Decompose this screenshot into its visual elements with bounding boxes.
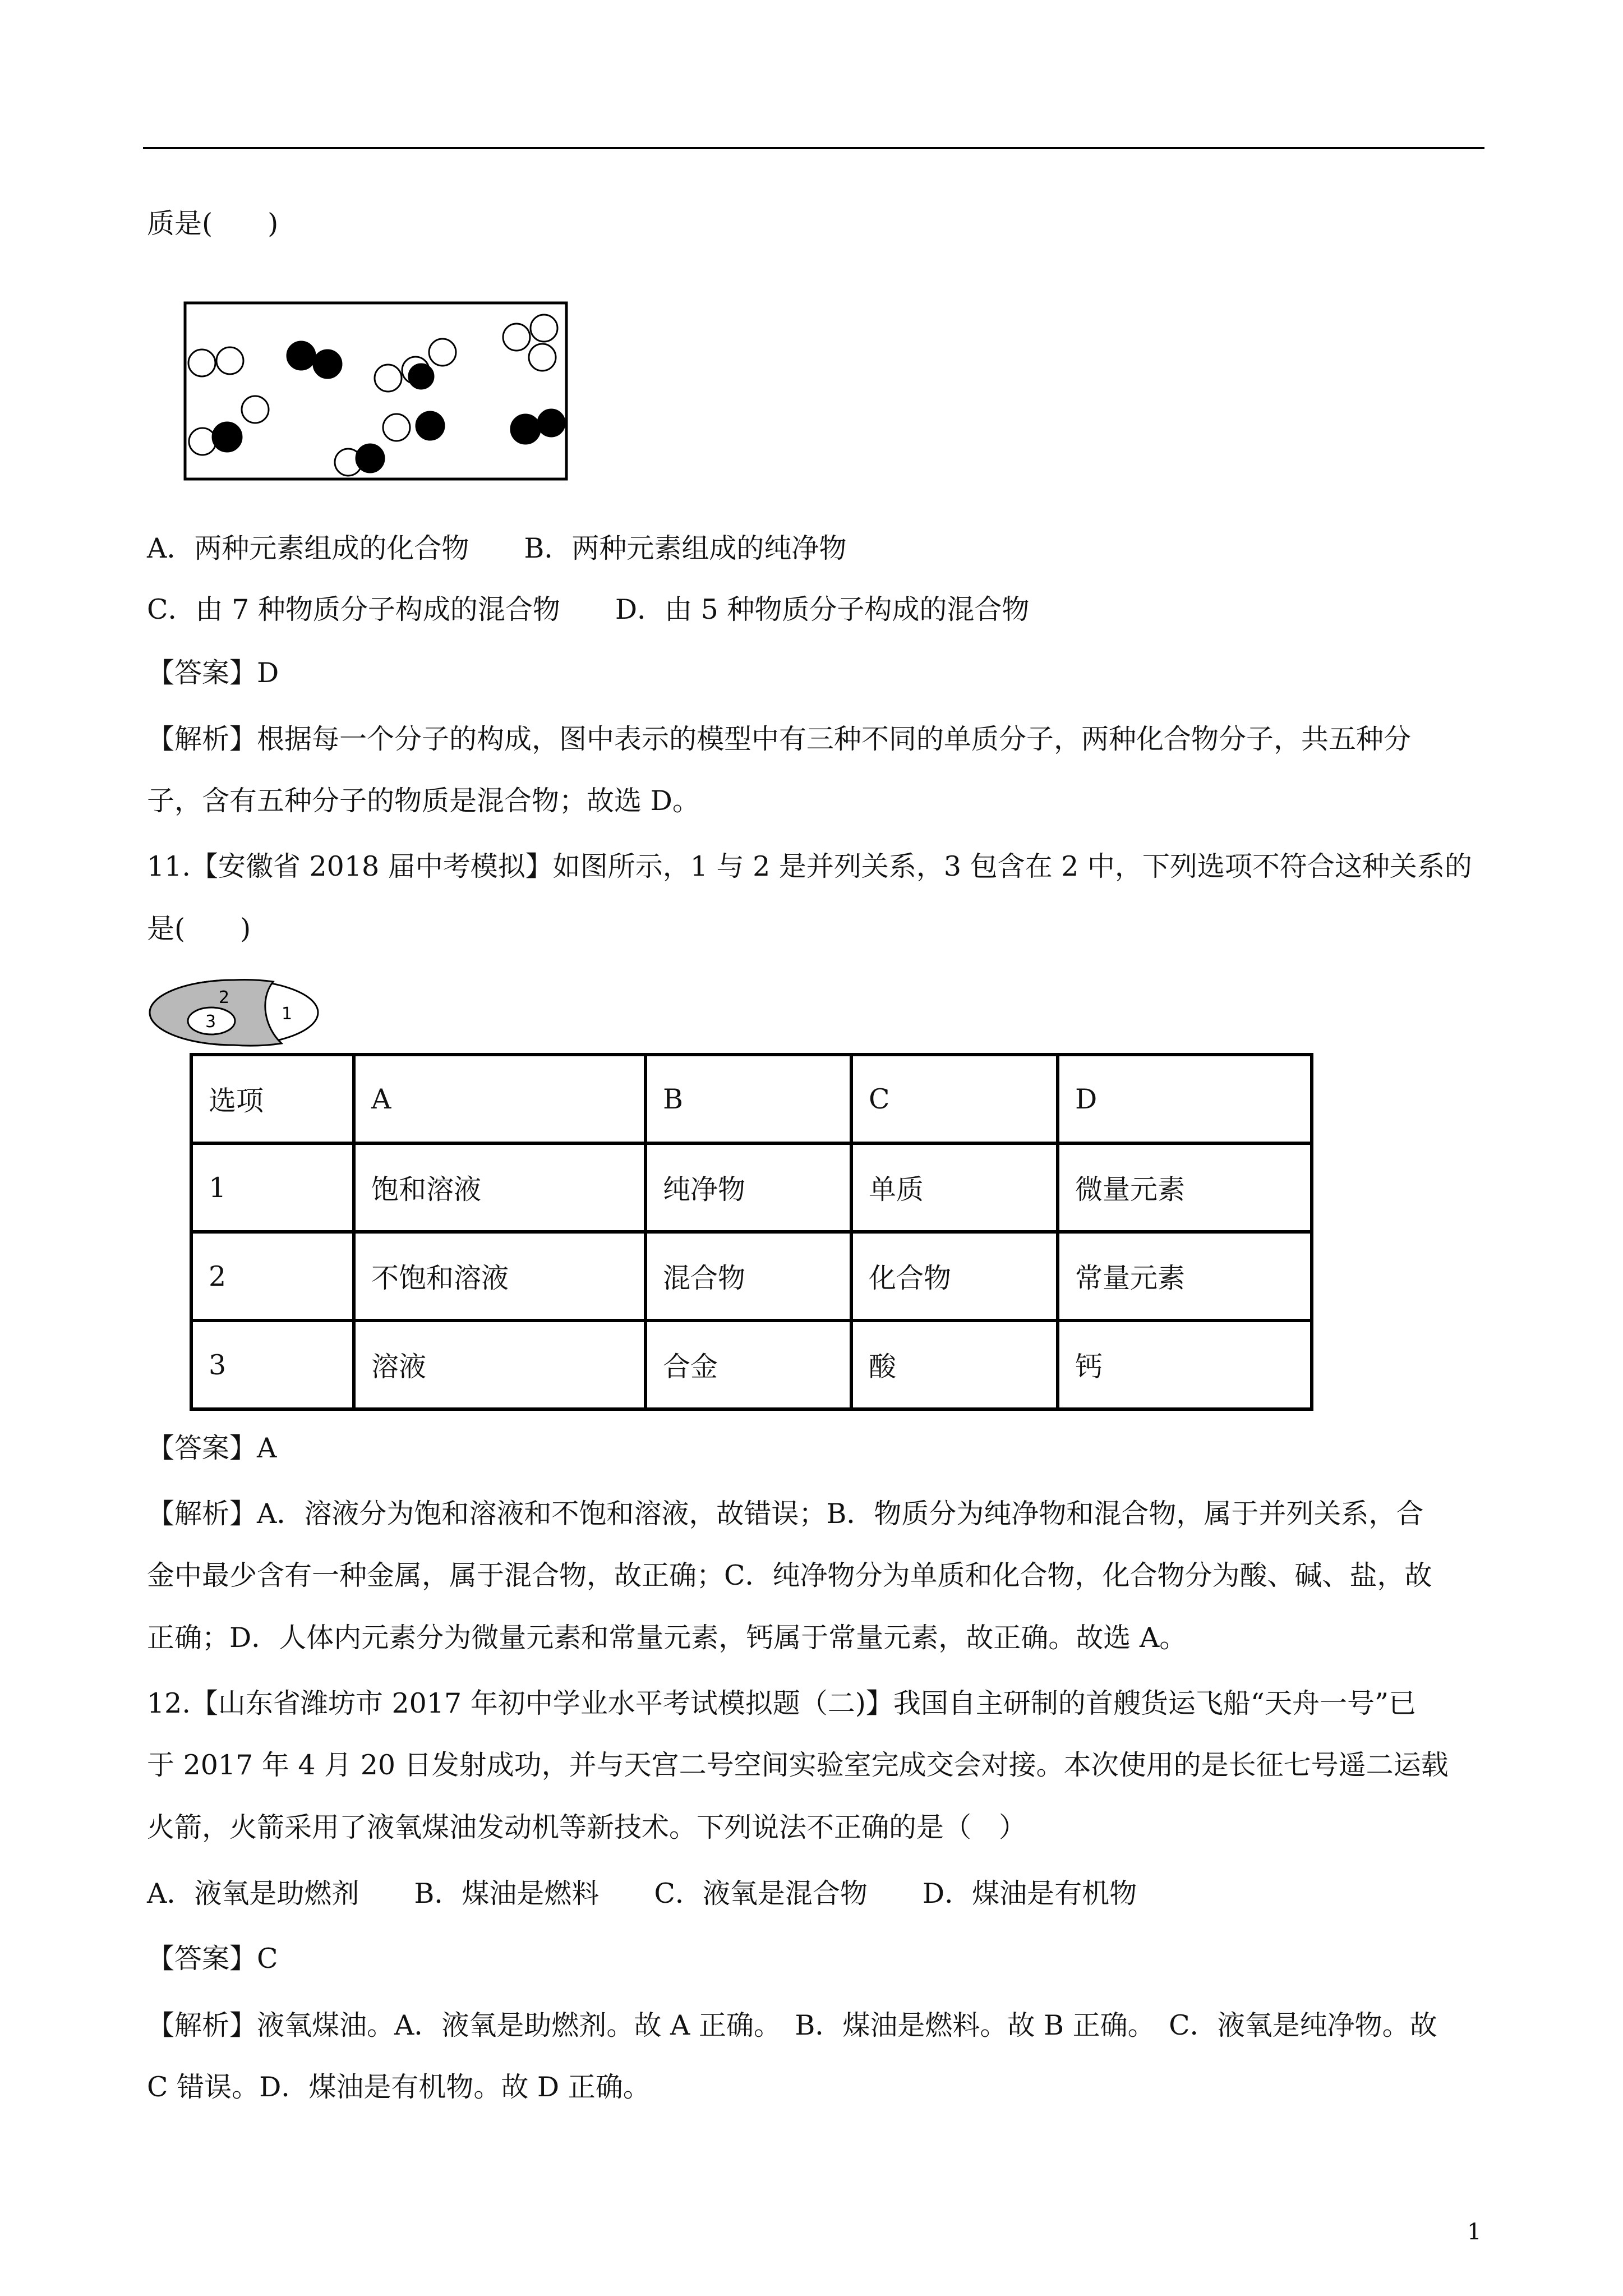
table-row (191, 1232, 1312, 1320)
page-number: 1 (1467, 2219, 1482, 2245)
table-cell: 合金 (645, 1320, 851, 1409)
table-cell: D (1058, 1055, 1312, 1143)
q11-stem-line2: 是( ) (147, 913, 251, 945)
options-table (190, 1053, 1313, 1411)
venn-label-2: 2 (219, 988, 230, 1007)
q11-analysis-line3: 正确；D．人体内元素分为微量元素和常量元素，钙属于常量元素，故正确。故选 A。 (147, 1622, 1187, 1654)
q10-answer: 【答案】D (147, 657, 279, 689)
q10-options-line1: A．两种元素组成的化合物 B．两种元素组成的纯净物 (147, 532, 847, 564)
q10-analysis-line1: 【解析】根据每一个分子的构成，图中表示的模型中有三种不同的单质分子，两种化合物分子，共五种分 (147, 723, 1412, 755)
table-header-row (191, 1055, 1312, 1143)
table-cell: 饱和溶液 (354, 1143, 645, 1232)
table-cell: 不饱和溶液 (354, 1232, 645, 1320)
table-cell: 选项 (191, 1055, 354, 1143)
table-cell: 化合物 (851, 1232, 1058, 1320)
table-cell: C (851, 1055, 1058, 1143)
table-cell: 1 (191, 1143, 354, 1232)
table-cell: 微量元素 (1058, 1143, 1312, 1232)
venn-label-1: 1 (282, 1004, 293, 1024)
table-cell: 2 (191, 1232, 354, 1320)
q11-analysis-line2: 金中最少含有一种金属，属于混合物，故正确；C．纯净物分为单质和化合物，化合物分为酸、碱、盐，故 (147, 1559, 1432, 1591)
table-cell: 常量元素 (1058, 1232, 1312, 1320)
table-cell: 单质 (851, 1143, 1058, 1232)
q12-stem-line3: 火箭，火箭采用了液氧煤油发动机等新技术。下列说法不正确的是（ ） (147, 1811, 1027, 1843)
q12-analysis-line2: C 错误。D．煤油是有机物。故 D 正确。 (147, 2071, 651, 2103)
table-cell: 混合物 (645, 1232, 851, 1320)
table-row (191, 1320, 1312, 1409)
q12-analysis-line1: 【解析】液氧煤油。A．液氧是助燃剂。故 A 正确。 B．煤油是燃料。故 B 正确。 C．液氧是纯净物。故 (147, 2009, 1437, 2041)
table-cell: A (354, 1055, 645, 1143)
q12-answer: 【答案】C (147, 1943, 278, 1975)
molecule-model-figure (183, 301, 568, 481)
table-cell: B (645, 1055, 851, 1143)
table-cell: 纯净物 (645, 1143, 851, 1232)
q12-stem-line1: 12.【山东省潍坊市 2017 年初中学业水平考试模拟题（二)】我国自主研制的首艘货运飞船“天舟一号”已 (147, 1687, 1416, 1719)
q11-analysis-line1: 【解析】A．溶液分为饱和溶液和不饱和溶液，故错误；B．物质分为纯净物和混合物，属于并列关系，合 (147, 1498, 1424, 1530)
q10-analysis-line2: 子，含有五种分子的物质是混合物；故选 D。 (147, 785, 700, 817)
q11-stem-line1: 11.【安徽省 2018 届中考模拟】如图所示，1 与 2 是并列关系，3 包含在 2 中，下列选项不符合这种关系的 (147, 850, 1472, 882)
table-cell: 溶液 (354, 1320, 645, 1409)
table-row (191, 1143, 1312, 1232)
q10-options-line2: C．由 7 种物质分子构成的混合物 D．由 5 种物质分子构成的混合物 (147, 593, 1030, 625)
q11-answer: 【答案】A (147, 1432, 277, 1464)
venn-label-3: 3 (205, 1012, 216, 1032)
venn-diagram (147, 977, 321, 1048)
header-rule (143, 147, 1484, 149)
table-cell: 钙 (1058, 1320, 1312, 1409)
table-cell: 3 (191, 1320, 354, 1409)
table-cell: 酸 (851, 1320, 1058, 1409)
q10-stem-tail: 质是( ) (147, 208, 279, 240)
q12-stem-line2: 于 2017 年 4 月 20 日发射成功，并与天宫二号空间实验室完成交会对接。本次使用的是长征七号遥二运载 (147, 1749, 1449, 1781)
q12-options: A．液氧是助燃剂 B．煤油是燃料 C．液氧是混合物 D．煤油是有机物 (147, 1878, 1137, 1910)
